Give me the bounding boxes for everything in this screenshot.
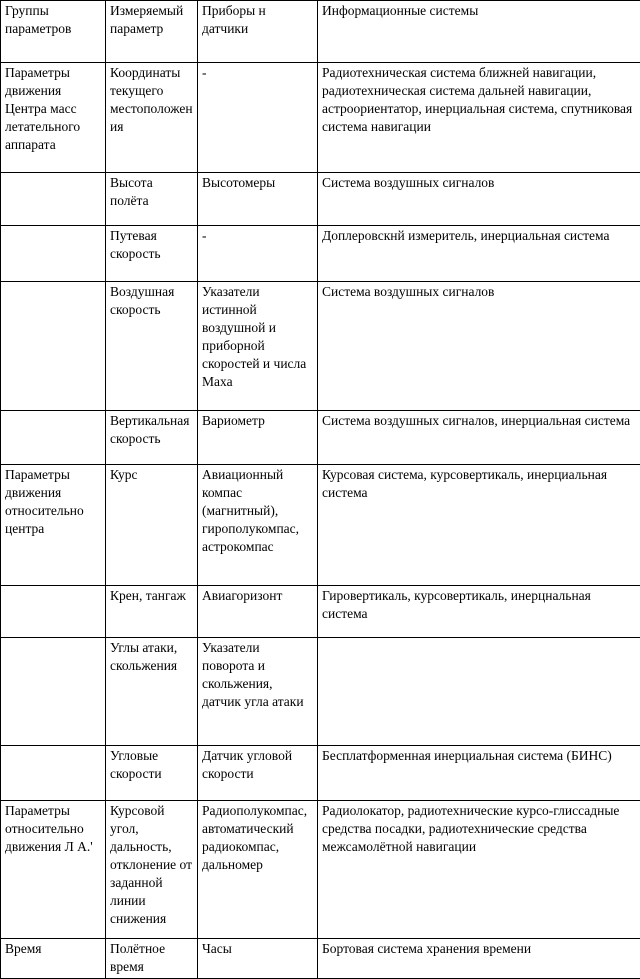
table-cell: Радиополукомпас, автоматический радиокомпас, дальномер bbox=[198, 801, 318, 939]
table-cell: Курс bbox=[106, 465, 198, 586]
table-cell: - bbox=[198, 226, 318, 282]
table-cell: Высота полёта bbox=[106, 173, 198, 226]
table-cell: Крен, тангаж bbox=[106, 586, 198, 638]
table-cell: Авиагоризонт bbox=[198, 586, 318, 638]
table-row bbox=[1, 173, 640, 226]
table-cell: Угловые скорости bbox=[106, 746, 198, 801]
table-cell bbox=[1, 173, 106, 226]
table-cell bbox=[1, 282, 106, 411]
table-cell: Бортовая система хранения времени bbox=[318, 939, 640, 979]
table-row bbox=[1, 801, 640, 939]
table-cell: Система воздушных сигналов, инерциальная система bbox=[318, 411, 640, 465]
table-cell: Курсовая система, курсовертикаль, инерциальная система bbox=[318, 465, 640, 586]
table-cell: Система воздушных сигналов bbox=[318, 282, 640, 411]
table-cell: Координаты текущего местоположения bbox=[106, 63, 198, 173]
table-cell bbox=[1, 226, 106, 282]
table-cell: Путевая скорость bbox=[106, 226, 198, 282]
table-cell: Параметры движения Центра масс летательного аппарата bbox=[1, 63, 106, 173]
table-cell: Время bbox=[1, 939, 106, 979]
table-cell: Вариометр bbox=[198, 411, 318, 465]
table-cell: Радиолокатор, радиотехнические курсо-глиссадные средства посадки, радиотехнические средства межсамолётной навигации bbox=[318, 801, 640, 939]
table-row bbox=[1, 638, 640, 746]
table-body bbox=[1, 63, 640, 979]
table-cell bbox=[318, 638, 640, 746]
table-row bbox=[1, 586, 640, 638]
table-header bbox=[1, 1, 640, 63]
table-cell: Гировертикаль, курсовертикаль, инерцнальная система bbox=[318, 586, 640, 638]
table-row bbox=[1, 411, 640, 465]
table-cell: Вертикальная скорость bbox=[106, 411, 198, 465]
table-cell: - bbox=[198, 63, 318, 173]
table-cell: Параметры движения относительно центра bbox=[1, 465, 106, 586]
table-cell: Датчик угловой скорости bbox=[198, 746, 318, 801]
table-cell: Указатели истинной воздушной и приборной скоростей и числа Маха bbox=[198, 282, 318, 411]
table-cell bbox=[1, 638, 106, 746]
table-cell bbox=[1, 586, 106, 638]
table-row bbox=[1, 63, 640, 173]
table-cell: Доплеровскнй измеритель, инерциальная система bbox=[318, 226, 640, 282]
table-cell: Высотомеры bbox=[198, 173, 318, 226]
column-header-measured-parameter: Измеряемый параметр bbox=[106, 1, 198, 63]
table-row bbox=[1, 746, 640, 801]
table-cell: Радиотехническая система ближней навигации, радиотехническая система дальней навигации, астроориентатор, инерциальная система, спутниковая система навигации bbox=[318, 63, 640, 173]
table-cell: Полётное время bbox=[106, 939, 198, 979]
table-cell: Авиационный компас (магнитный), гирополукомпас, астрокомпас bbox=[198, 465, 318, 586]
table-cell: Бесплатформенная инерциальная система (БИНС) bbox=[318, 746, 640, 801]
table-cell: Углы атаки, скольжения bbox=[106, 638, 198, 746]
header-row bbox=[1, 1, 640, 63]
table-cell: Воздушная скорость bbox=[106, 282, 198, 411]
column-header-parameter-groups: Группы параметров bbox=[1, 1, 106, 63]
table-cell: Курсовой угол, дальность, отклонение от заданной линии снижения bbox=[106, 801, 198, 939]
table-cell bbox=[1, 411, 106, 465]
column-header-instruments-sensors: Приборы н датчики bbox=[198, 1, 318, 63]
table-cell: Указатели поворота и скольжения, датчик угла атаки bbox=[198, 638, 318, 746]
table-cell: Система воздушных сигналов bbox=[318, 173, 640, 226]
table-row bbox=[1, 465, 640, 586]
column-header-information-systems: Информационные системы bbox=[318, 1, 640, 63]
table-cell: Часы bbox=[198, 939, 318, 979]
table-row bbox=[1, 226, 640, 282]
table-cell bbox=[1, 746, 106, 801]
table-row bbox=[1, 282, 640, 411]
table-cell: Параметры относительно движения Л А.' bbox=[1, 801, 106, 939]
